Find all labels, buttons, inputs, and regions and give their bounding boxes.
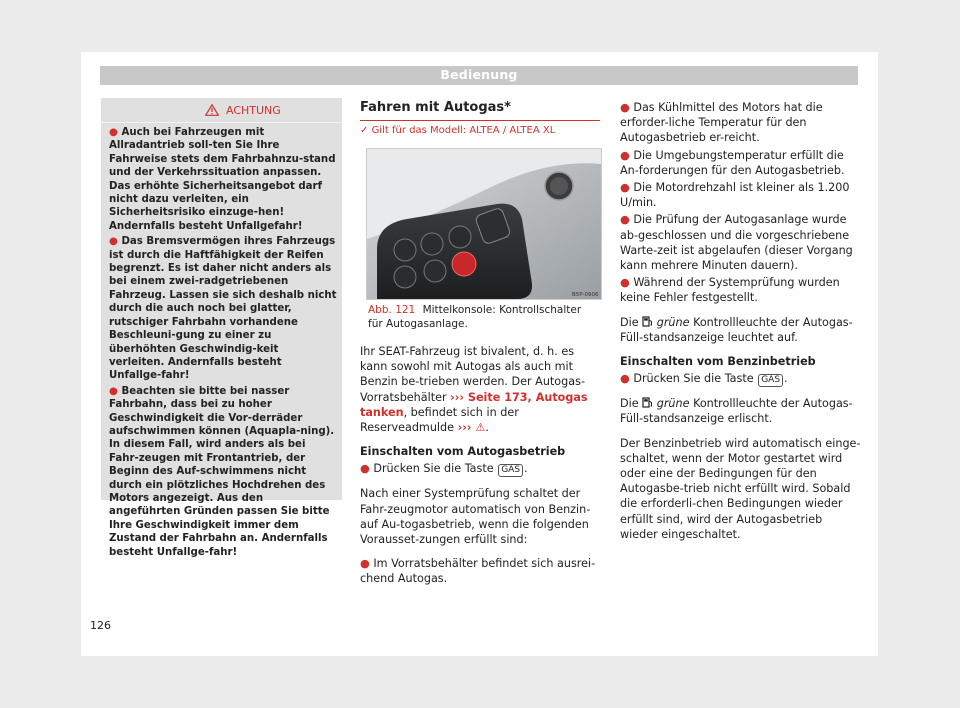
middle-text xyxy=(360,344,602,587)
condition-item: ● Im Vorratsbehälter befindet sich ausrei-chend Autogas. xyxy=(360,557,596,586)
paragraph: Der Benzinbetrieb wird automatisch einge-schaltet, wenn der Motor gestartet wird oder eine der Bedingungen für den Autogasbe-trieb nicht erfüllt wird. Sobald die erforderli-chen Bedingungen wieder erfüllt sind, wird der Autogasbetrieb wieder eingeschaltet. xyxy=(620,436,861,541)
lamp-paragraph: Die grüne Kontrollleuchte der Autogas-Füll-standsanzeige leuchtet auf. xyxy=(620,315,853,344)
figure-code: B5P-0906 xyxy=(572,292,599,298)
step: ● Drücken Sie die Taste GAS . xyxy=(360,462,528,476)
warning-link[interactable]: ››› ⚠ xyxy=(457,421,486,435)
figure-label: Abb. 121 xyxy=(368,304,416,316)
control-switch-illustration xyxy=(367,149,601,299)
warning-item: ● Auch bei Fahrzeugen mit Allradantrieb soll-ten Sie Ihre Fahrweise stets dem Fahrbahnzu-stand und der Verkehrssituation anpassen. Das erhöhte Sicherheitsangebot darf nicht dazu verleiten, ein Sicherheitsrisiko einzuge-hen! Andernfalls besteht Unfallgefahr! xyxy=(109,127,336,232)
figure-image xyxy=(366,148,602,300)
intro-paragraph: Ihr SEAT-Fahrzeug ist bivalent, d. h. es kann sowohl mit Autogas als auch mit Benzin be-trieben werden. Der Autogas-Vorratsbehälter ››› Seite 173, Autogas tanken, befindet sich in der Reserveadmulde ››› ⚠. xyxy=(360,345,588,435)
condition-item: ● Die Motordrehzahl ist kleiner als 1.200 U/min. xyxy=(620,181,850,210)
subheading: Einschalten vom Autogasbetrieb xyxy=(360,445,566,459)
gas-key-icon: GAS xyxy=(758,374,783,387)
figure-caption: Abb. 121 Mittelkonsole: Kontrollschalter für Autogasanlage. xyxy=(368,304,582,330)
page-number: 126 xyxy=(90,619,111,632)
step: ● Drücken Sie die Taste GAS . xyxy=(620,372,788,386)
right-text xyxy=(620,100,862,542)
section-title: Fahren mit Autogas* xyxy=(360,100,511,115)
header-title: Bedienung xyxy=(440,67,518,82)
page-link[interactable]: ››› Seite 173, Autogas tanken xyxy=(360,390,588,419)
warning-triangle-icon xyxy=(205,104,219,116)
lamp-paragraph: Die grüne Kontrollleuchte der Autogas-Füll-standsanzeige erlischt. xyxy=(620,397,853,426)
warning-label: ACHTUNG xyxy=(226,104,281,117)
warning-box xyxy=(101,98,342,558)
fuel-pump-icon xyxy=(642,397,653,408)
warning-item: ● Das Bremsvermögen ihres Fahrzeugs ist durch die Haftfähigkeit der Reifen begrenzt. Es ist daher nicht anders als bei einem zwei-radgetriebenen Fahrzeug. Lassen sie sich deshalb nicht durch die auch noch bei glatter, rutschiger Fahrbahn vorhandene Beschleuni-gung zu einer zu überhöhten Geschwindig-keit verleiten. Andernfalls besteht Unfallge-fahr! xyxy=(109,236,337,382)
warning-body xyxy=(109,126,337,561)
condition-item: ● Die Prüfung der Autogasanlage wurde ab-geschlossen und die vorgeschriebene Warte-zeit ist abgelaufen (dieser Vorgang kann mehrere Minuten dauern). xyxy=(620,213,853,273)
valid-for: ✓ Gilt für das Modell: ALTEA / ALTEA XL xyxy=(360,125,556,136)
paragraph: Nach einer Systemprüfung schaltet der Fahr-zeugmotor automatisch von Benzin- auf Au-togasbetrieb, wenn die folgenden Vorausset-zungen erfüllt sind: xyxy=(360,487,591,547)
title-rule xyxy=(360,120,600,121)
section-header xyxy=(360,98,600,136)
condition-item: ● Während der Systemprüfung wurden keine Fehler festgestellt. xyxy=(620,276,840,305)
warning-header xyxy=(101,98,342,123)
condition-item: ● Die Umgebungstemperatur erfüllt die An-forderungen für den Autogasbetrieb. xyxy=(620,148,845,177)
warning-item: ● Beachten sie bitte bei nasser Fahrbahn, dass bei zu hoher Geschwindigkeit die Vor-derräder aufschwimmen können (Aquapla-ning). In diesem Fall, wird anders als bei Fahr-zeugen mit Frontantrieb, der Beginn des Auf-schwimmens nicht durch ein plötzliches Hochdrehen des Motors angezeigt. Aus den angeführten Gründen passen Sie bitte Ihre Geschwindigkeit immer dem Zustand der Fahrbahn an. Andernfalls besteht Unfallge-fahr! xyxy=(109,385,335,558)
fuel-pump-icon xyxy=(642,316,653,327)
subheading: Einschalten vom Benzinbetrieb xyxy=(620,355,816,369)
condition-item: ● Das Kühlmittel des Motors hat die erforder-liche Temperatur für den Autogasbetrieb er-reicht. xyxy=(620,101,823,145)
gas-key-icon: GAS xyxy=(498,464,523,477)
header-bar xyxy=(100,66,858,85)
